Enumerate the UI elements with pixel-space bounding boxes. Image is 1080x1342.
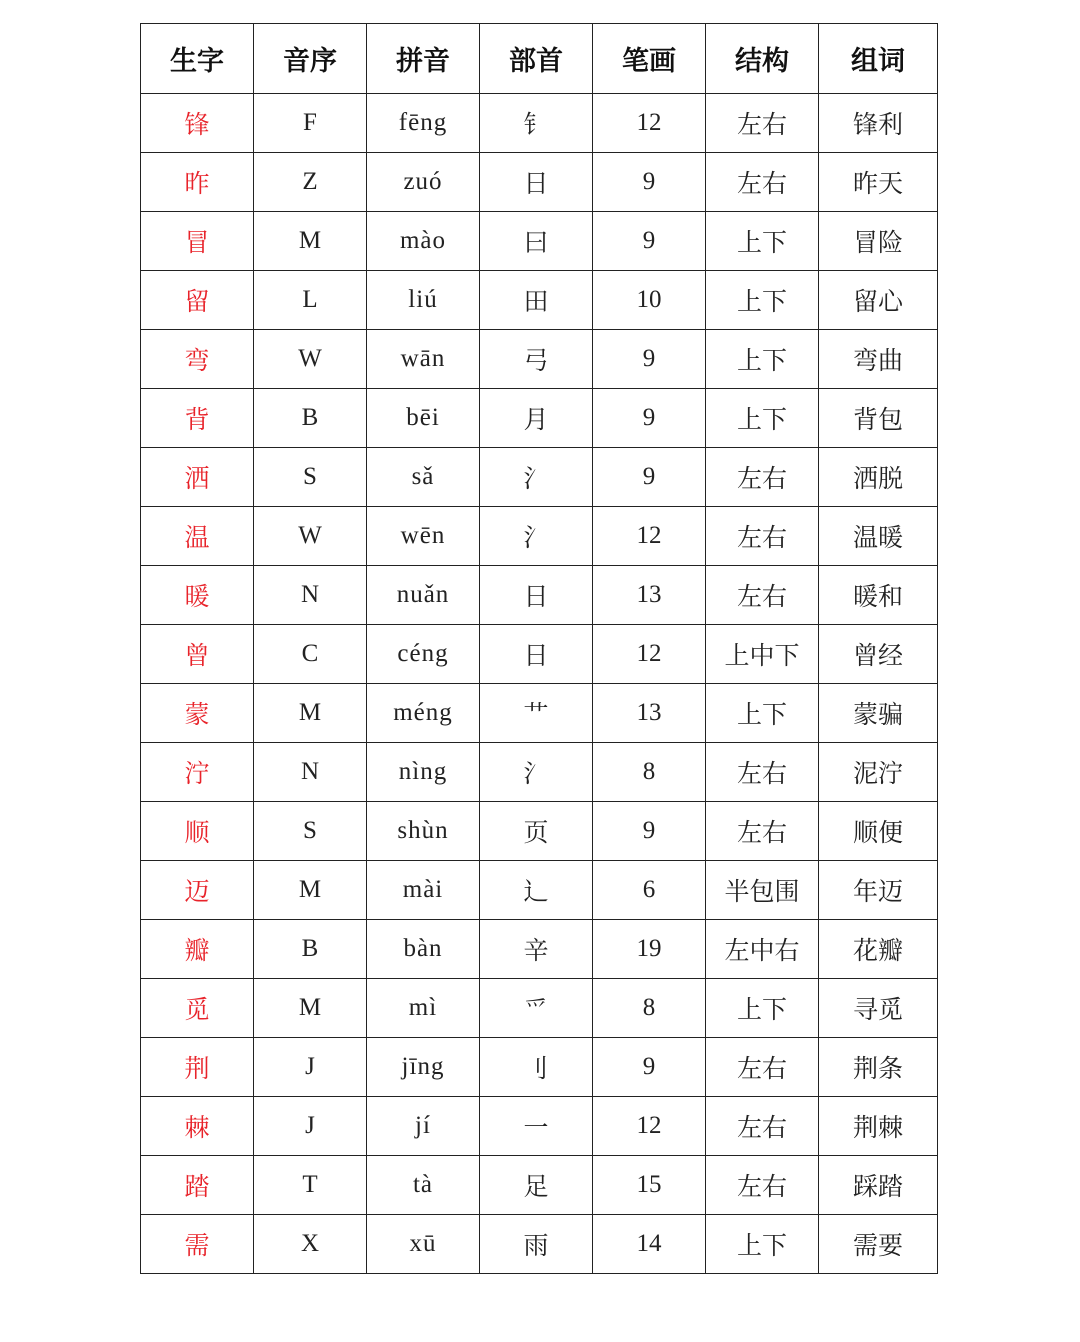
cell-strokes: 9 (593, 802, 706, 861)
cell-structure: 上下 (706, 1215, 819, 1274)
cell-character: 觅 (141, 979, 254, 1038)
cell-strokes: 9 (593, 448, 706, 507)
cell-strokes: 13 (593, 566, 706, 625)
cell-word: 锋利 (819, 94, 938, 153)
cell-radical: 氵 (480, 743, 593, 802)
cell-initial: M (254, 684, 367, 743)
cell-initial: W (254, 330, 367, 389)
cell-character: 冒 (141, 212, 254, 271)
table-row (141, 448, 938, 507)
cell-structure: 左右 (706, 94, 819, 153)
cell-initial: M (254, 212, 367, 271)
cell-structure: 左右 (706, 1156, 819, 1215)
table-row (141, 507, 938, 566)
cell-character: 背 (141, 389, 254, 448)
table-row (141, 330, 938, 389)
cell-radical: 刂 (480, 1038, 593, 1097)
cell-initial: X (254, 1215, 367, 1274)
cell-word: 弯曲 (819, 330, 938, 389)
cell-character: 锋 (141, 94, 254, 153)
cell-pinyin: jīng (367, 1038, 480, 1097)
cell-pinyin: méng (367, 684, 480, 743)
cell-structure: 上下 (706, 389, 819, 448)
cell-structure: 半包围 (706, 861, 819, 920)
cell-pinyin: mào (367, 212, 480, 271)
cell-initial: S (254, 448, 367, 507)
table-row (141, 271, 938, 330)
cell-structure: 左右 (706, 153, 819, 212)
cell-structure: 左右 (706, 507, 819, 566)
header-word: 组词 (819, 24, 938, 94)
cell-pinyin: céng (367, 625, 480, 684)
cell-word: 泥泞 (819, 743, 938, 802)
cell-radical: 辶 (480, 861, 593, 920)
cell-character: 顺 (141, 802, 254, 861)
cell-strokes: 9 (593, 212, 706, 271)
cell-pinyin: tà (367, 1156, 480, 1215)
cell-strokes: 12 (593, 625, 706, 684)
cell-pinyin: fēng (367, 94, 480, 153)
table-row (141, 920, 938, 979)
cell-character: 昨 (141, 153, 254, 212)
cell-structure: 上下 (706, 684, 819, 743)
header-radical: 部首 (480, 24, 593, 94)
cell-strokes: 8 (593, 743, 706, 802)
cell-structure: 上中下 (706, 625, 819, 684)
table-row (141, 802, 938, 861)
cell-character: 泞 (141, 743, 254, 802)
table-row (141, 979, 938, 1038)
cell-character: 温 (141, 507, 254, 566)
cell-character: 暖 (141, 566, 254, 625)
cell-radical: 艹 (480, 684, 593, 743)
cell-structure: 上下 (706, 979, 819, 1038)
cell-character: 踏 (141, 1156, 254, 1215)
cell-pinyin: liú (367, 271, 480, 330)
header-strokes: 笔画 (593, 24, 706, 94)
cell-character: 棘 (141, 1097, 254, 1156)
cell-character: 蒙 (141, 684, 254, 743)
cell-character: 留 (141, 271, 254, 330)
cell-pinyin: xū (367, 1215, 480, 1274)
cell-initial: J (254, 1038, 367, 1097)
cell-strokes: 15 (593, 1156, 706, 1215)
cell-structure: 上下 (706, 212, 819, 271)
table-row (141, 389, 938, 448)
cell-word: 背包 (819, 389, 938, 448)
cell-radical: 雨 (480, 1215, 593, 1274)
cell-character: 曾 (141, 625, 254, 684)
cell-strokes: 9 (593, 330, 706, 389)
cell-pinyin: jí (367, 1097, 480, 1156)
cell-word: 花瓣 (819, 920, 938, 979)
cell-radical: 氵 (480, 448, 593, 507)
cell-strokes: 19 (593, 920, 706, 979)
cell-structure: 左右 (706, 566, 819, 625)
cell-word: 顺便 (819, 802, 938, 861)
cell-word: 留心 (819, 271, 938, 330)
cell-radical: 氵 (480, 507, 593, 566)
table-row (141, 153, 938, 212)
header-pinyin: 拼音 (367, 24, 480, 94)
table-row (141, 861, 938, 920)
cell-word: 曾经 (819, 625, 938, 684)
cell-initial: S (254, 802, 367, 861)
cell-initial: Z (254, 153, 367, 212)
cell-initial: M (254, 861, 367, 920)
table-row (141, 1156, 938, 1215)
cell-pinyin: wān (367, 330, 480, 389)
cell-strokes: 6 (593, 861, 706, 920)
cell-structure: 左右 (706, 743, 819, 802)
cell-radical: 辛 (480, 920, 593, 979)
table-row (141, 1215, 938, 1274)
cell-pinyin: mì (367, 979, 480, 1038)
table-row (141, 1038, 938, 1097)
cell-initial: W (254, 507, 367, 566)
cell-initial: B (254, 920, 367, 979)
cell-structure: 左右 (706, 1097, 819, 1156)
cell-pinyin: wēn (367, 507, 480, 566)
table-row (141, 743, 938, 802)
table-row (141, 1097, 938, 1156)
table-row (141, 684, 938, 743)
cell-word: 冒险 (819, 212, 938, 271)
header-character: 生字 (141, 24, 254, 94)
cell-radical: 爫 (480, 979, 593, 1038)
cell-radical: 日 (480, 153, 593, 212)
cell-word: 荆条 (819, 1038, 938, 1097)
cell-initial: C (254, 625, 367, 684)
cell-character: 弯 (141, 330, 254, 389)
cell-character: 洒 (141, 448, 254, 507)
table-row (141, 625, 938, 684)
table-body (141, 94, 938, 1274)
cell-radical: 日 (480, 566, 593, 625)
cell-word: 昨天 (819, 153, 938, 212)
cell-word: 蒙骗 (819, 684, 938, 743)
table-row (141, 566, 938, 625)
cell-pinyin: bàn (367, 920, 480, 979)
cell-strokes: 10 (593, 271, 706, 330)
cell-character: 需 (141, 1215, 254, 1274)
cell-character: 荆 (141, 1038, 254, 1097)
cell-word: 年迈 (819, 861, 938, 920)
cell-strokes: 9 (593, 389, 706, 448)
cell-initial: T (254, 1156, 367, 1215)
cell-word: 寻觅 (819, 979, 938, 1038)
cell-strokes: 14 (593, 1215, 706, 1274)
header-row (141, 24, 938, 94)
cell-strokes: 12 (593, 1097, 706, 1156)
cell-initial: J (254, 1097, 367, 1156)
cell-initial: N (254, 743, 367, 802)
cell-pinyin: shùn (367, 802, 480, 861)
cell-word: 洒脱 (819, 448, 938, 507)
cell-word: 暖和 (819, 566, 938, 625)
cell-radical: 足 (480, 1156, 593, 1215)
cell-pinyin: nìng (367, 743, 480, 802)
cell-radical: 月 (480, 389, 593, 448)
cell-initial: N (254, 566, 367, 625)
cell-initial: L (254, 271, 367, 330)
cell-character: 迈 (141, 861, 254, 920)
cell-pinyin: bēi (367, 389, 480, 448)
cell-radical: 钅 (480, 94, 593, 153)
cell-initial: F (254, 94, 367, 153)
cell-radical: 一 (480, 1097, 593, 1156)
cell-radical: 田 (480, 271, 593, 330)
cell-initial: B (254, 389, 367, 448)
cell-character: 瓣 (141, 920, 254, 979)
cell-structure: 上下 (706, 271, 819, 330)
header-structure: 结构 (706, 24, 819, 94)
cell-initial: M (254, 979, 367, 1038)
cell-structure: 左右 (706, 802, 819, 861)
cell-pinyin: sǎ (367, 448, 480, 507)
cell-strokes: 8 (593, 979, 706, 1038)
cell-structure: 左右 (706, 1038, 819, 1097)
cell-structure: 左中右 (706, 920, 819, 979)
cell-strokes: 9 (593, 1038, 706, 1097)
cell-pinyin: mài (367, 861, 480, 920)
cell-structure: 上下 (706, 330, 819, 389)
cell-pinyin: nuǎn (367, 566, 480, 625)
cell-strokes: 12 (593, 507, 706, 566)
cell-word: 温暖 (819, 507, 938, 566)
cell-strokes: 12 (593, 94, 706, 153)
cell-word: 荆棘 (819, 1097, 938, 1156)
cell-radical: 曰 (480, 212, 593, 271)
table-row (141, 212, 938, 271)
table-row (141, 94, 938, 153)
cell-strokes: 9 (593, 153, 706, 212)
cell-word: 需要 (819, 1215, 938, 1274)
header-initial: 音序 (254, 24, 367, 94)
cell-structure: 左右 (706, 448, 819, 507)
cell-radical: 日 (480, 625, 593, 684)
cell-pinyin: zuó (367, 153, 480, 212)
cell-strokes: 13 (593, 684, 706, 743)
cell-word: 踩踏 (819, 1156, 938, 1215)
character-table (140, 23, 938, 1274)
cell-radical: 页 (480, 802, 593, 861)
cell-radical: 弓 (480, 330, 593, 389)
